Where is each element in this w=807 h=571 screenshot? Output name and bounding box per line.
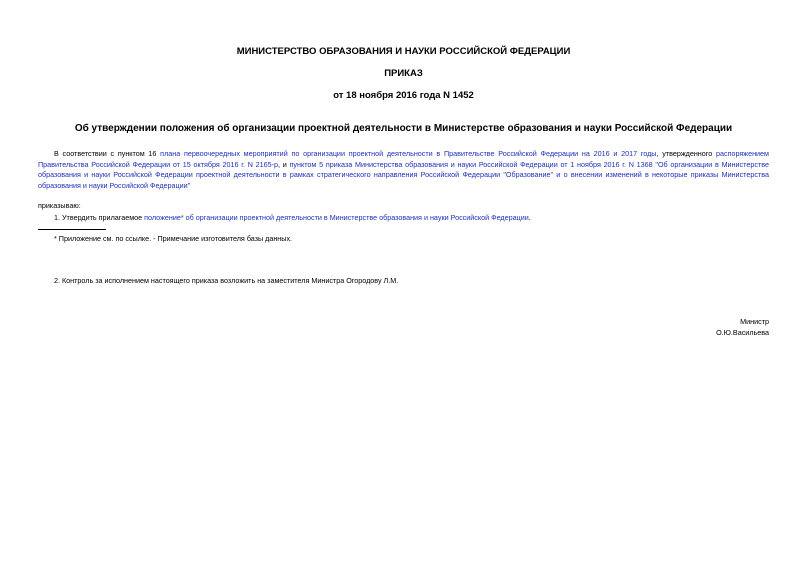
- order-item-1: [54, 213, 531, 223]
- footnote: * Приложение см. по ссылке. - Примечание изготовителя базы данных.: [54, 234, 293, 243]
- document-date-number: от 18 ноября 2016 года N 1452: [333, 90, 474, 101]
- link-government-order[interactable]: распоряжением Правительства Российской Федерации от 15 октября 2016 г. N 2165-р: [38, 149, 769, 169]
- link-plan-measures[interactable]: плана первоочередных мероприятий по организации проектной деятельности в Правительстве Российской Федерации на 2016 и 2017 годы: [160, 149, 657, 158]
- preamble-paragraph: [38, 149, 769, 191]
- ministry-heading: МИНИСТЕРСТВО ОБРАЗОВАНИЯ И НАУКИ РОССИЙСКОЙ ФЕДЕРАЦИИ: [236, 46, 571, 57]
- order-item-2: 2. Контроль за исполнением настоящего приказа возложить на заместителя Министра Огородову Л.М.: [54, 276, 399, 285]
- document-type: ПРИКАЗ: [384, 68, 423, 79]
- preamble-text-2: , утвержденного: [656, 149, 716, 158]
- link-regulation[interactable]: положение* об организации проектной деятельности в Министерстве образования и науки Российской Федерации: [144, 213, 529, 222]
- document-title: Об утверждении положения об организации проектной деятельности в Министерстве образования и науки Российской Федерации: [74, 123, 733, 134]
- signature-name: О.Ю.Васильева: [716, 328, 769, 337]
- link-ministry-order-1368[interactable]: пунктом 5 приказа Министерства образования и науки Российской Федерации от 1 ноября 2016 г. N 1368 "Об организации в Министерстве образования и науки Российской Федерации проектной деятельности в рамках стратегического направления Российской Федерации "Образование" и о внесении изменений в некоторые приказы Министерства образования и науки Российской Федерации": [38, 159, 769, 190]
- signature-title: Министр: [740, 317, 769, 326]
- item1-suffix: .: [528, 213, 531, 222]
- item1-prefix: 1. Утвердить прилагаемое: [54, 213, 145, 222]
- footnote-divider: [38, 229, 106, 230]
- preamble-text-1: В соответствии с пунктом 16: [54, 149, 161, 158]
- preamble-text-3: , и: [278, 159, 290, 169]
- order-word: приказываю:: [38, 201, 81, 210]
